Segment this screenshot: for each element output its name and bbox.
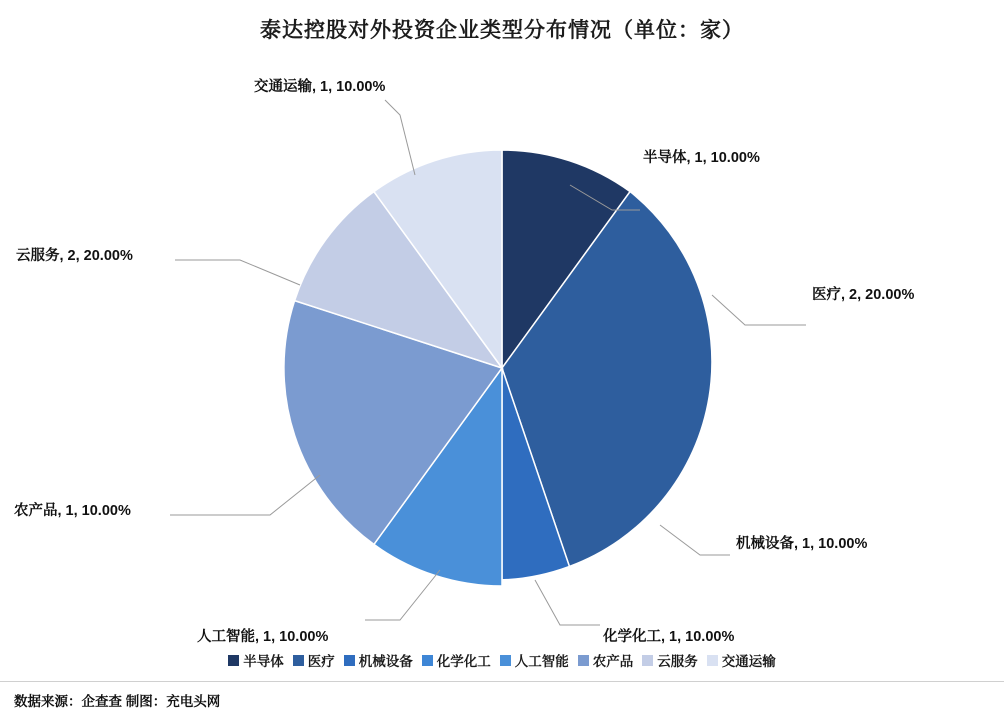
leader-line-3 [535, 580, 600, 625]
slice-label-agriculture: 农产品, 1, 10.00% [14, 503, 131, 519]
footer-divider [0, 681, 1004, 682]
legend-item-machinery[interactable] [344, 650, 413, 670]
chart-legend [0, 650, 1004, 670]
chart-title: 泰达控股对外投资企业类型分布情况（单位：家） [260, 19, 744, 42]
legend-label: 农产品 [592, 654, 634, 669]
legend-label: 机械设备 [358, 654, 413, 669]
legend-item-chemical[interactable] [422, 650, 491, 670]
leader-line-6 [175, 260, 300, 285]
legend-label: 云服务 [657, 654, 698, 669]
legend-swatch-icon [293, 655, 304, 666]
slice-label-semiconductor: 半导体, 1, 10.00% [643, 150, 760, 166]
legend-item-cloud[interactable] [642, 650, 698, 670]
legend-label: 医疗 [307, 654, 335, 669]
source-credit: 数据来源：企查查 制图：充电头网 [14, 694, 221, 709]
leader-line-4 [365, 570, 440, 620]
legend-swatch-icon [707, 655, 718, 666]
legend-label: 化学化工 [436, 654, 491, 669]
legend-swatch-icon [228, 655, 239, 666]
legend-swatch-icon [642, 655, 653, 666]
pie-slices [284, 150, 712, 586]
legend-item-agriculture[interactable] [578, 650, 634, 670]
leader-line-2 [660, 525, 730, 555]
slice-label-chemical: 化学化工, 1, 10.00% [603, 629, 735, 645]
legend-swatch-icon [344, 655, 355, 666]
pie-chart [0, 55, 1004, 645]
legend-item-ai[interactable] [500, 650, 569, 670]
slice-label-transport: 交通运输, 1, 10.00% [254, 79, 386, 95]
legend-item-medical[interactable] [293, 650, 335, 670]
legend-label: 半导体 [243, 654, 284, 669]
leader-line-7 [385, 100, 415, 175]
pie-svg [0, 55, 1004, 645]
legend-label: 人工智能 [514, 654, 569, 669]
legend-swatch-icon [578, 655, 589, 666]
slice-label-machinery: 机械设备, 1, 10.00% [736, 536, 868, 552]
legend-label: 交通运输 [721, 654, 776, 669]
slice-label-ai: 人工智能, 1, 10.00% [197, 629, 329, 645]
slice-label-cloud: 云服务, 2, 20.00% [16, 248, 133, 264]
leader-line-5 [170, 475, 320, 515]
legend-item-transport[interactable] [707, 650, 776, 670]
slice-label-medical: 医疗, 2, 20.00% [812, 287, 915, 303]
legend-swatch-icon [422, 655, 433, 666]
legend-item-semiconductor[interactable] [228, 650, 284, 670]
legend-swatch-icon [500, 655, 511, 666]
leader-line-1 [712, 295, 806, 325]
